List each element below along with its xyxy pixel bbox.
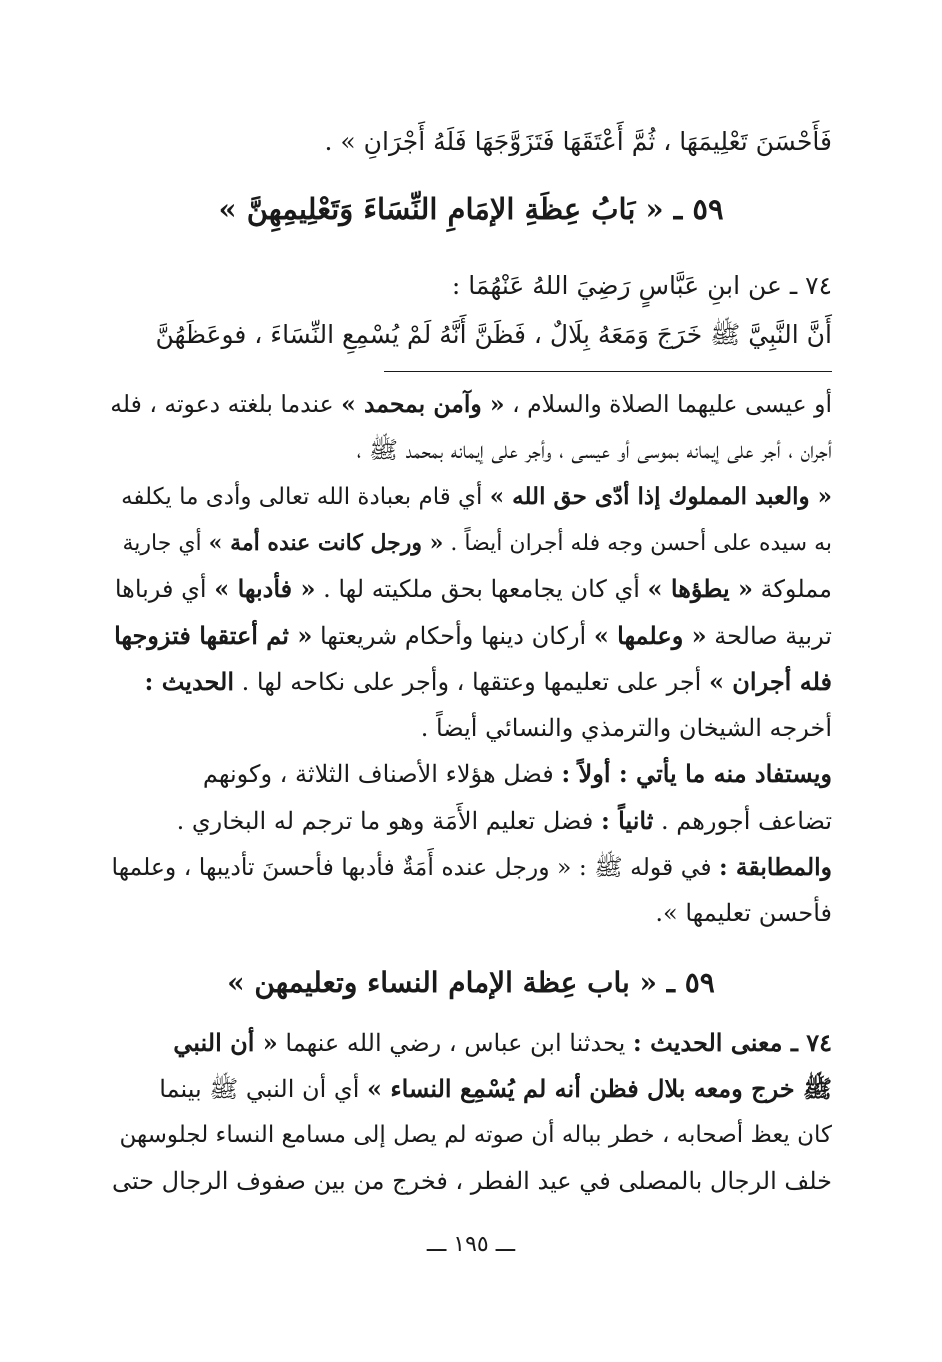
commentary-line: [110, 384, 832, 424]
commentary-line: [110, 569, 832, 609]
chapter-heading: ٥٩ ـ « بَابُ عِظَةِ الإمَامِ النِّسَاءَ وَتَعْلِيمِهِنَّ »: [218, 192, 724, 226]
bold-quote-segment: ٧٤ ـ معنى الحديث :: [632, 1028, 832, 1057]
narration-intro: ٧٤ ـ عن ابنِ عَبَّاسٍ رَضِيَ اللهُ عَنْهُمَا :: [451, 271, 832, 300]
commentary-line: [110, 430, 832, 470]
commentary-line: [110, 1069, 832, 1109]
text-segment: أجران ، أجر على إيمانه بموسى أو عيسى ، وأجر على إيمانه بمحمد ﷺ ،: [356, 436, 832, 465]
text-segment: كان يعظ أصحابه ، خطر بباله أن صوته لم يصل إلى مسامع النساء لجلوسهن: [119, 1122, 832, 1148]
bold-quote-segment: « ثم أعتقها فتزوجها: [114, 620, 313, 650]
bold-quote-segment: الحديث :: [144, 666, 235, 696]
bold-quote-segment: فله أجران »: [708, 666, 832, 696]
commentary-line: [110, 708, 832, 748]
bold-quote-segment: « ورجل كانت عنده أمة »: [208, 529, 444, 556]
commentary-line: [110, 754, 832, 794]
bold-quote-segment: ثانياً :: [600, 805, 654, 835]
text-segment: أي جارية: [122, 530, 209, 556]
text-segment: أي كان يجامعها بحق ملكيته لها .: [315, 575, 648, 604]
text-segment: أي أن النبي ﷺ بينما: [159, 1075, 367, 1103]
commentary-line: [110, 893, 832, 933]
commentary-line: [110, 1115, 832, 1155]
bold-quote-segment: « وعلمها »: [593, 620, 707, 650]
text-segment: يحدثنا ابن عباس ، رضي الله عنهما: [277, 1029, 633, 1057]
text-segment: فضل هؤلاء الأصناف الثلاثة ، وكونهم: [202, 760, 562, 789]
separator-rule: [384, 371, 832, 372]
text-segment: عندما بلغته دعوته ، فله: [110, 390, 342, 418]
text-segment: أو عيسى عليهما الصلاة والسلام ،: [504, 390, 832, 418]
commentary-line: [110, 801, 832, 841]
text-segment: أي قام بعبادة الله تعالى وأدى ما يكلفه: [121, 483, 490, 510]
text-segment: تربية صالحة: [706, 621, 832, 650]
text-segment: أي فرباها: [114, 575, 215, 604]
text-segment: أخرجه الشيخان والترمذي والنسائي أيضاً .: [420, 714, 832, 743]
commentary-line: [110, 477, 832, 517]
text-segment: مملوكة: [753, 575, 832, 604]
bold-quote-segment: « وآمن بمحمد »: [341, 390, 505, 418]
bold-quote-segment: « يطؤها »: [647, 574, 753, 604]
text-segment: تضاعف أجورهم .: [653, 806, 832, 835]
text-segment: في قوله ﷺ : « ورجل عنده أَمَةٌ فأدبها فأحسنَ تأديبها ، وعلمها: [111, 853, 720, 881]
text-segment: فأحسن تعليمها ».: [655, 899, 832, 928]
bold-quote-segment: « أن النبي: [173, 1028, 278, 1057]
commentary-line: [110, 523, 832, 564]
bold-quote-segment: ويستفاد منه ما يأتي : أولاً :: [561, 759, 832, 789]
commentary-line: [110, 662, 832, 702]
commentary-line: [110, 1023, 832, 1063]
chapter-heading-2: ٥٩ ـ « باب عِظة الإمام النساء وتعليمهن »: [227, 966, 715, 999]
bold-quote-segment: ﷺ خرج ومعه بلال فظن أنه لم يُسْمِع النساء »: [367, 1074, 832, 1103]
text-segment: به سيده على أحسن وجه فله أجران أيضاً .: [443, 530, 832, 556]
text-segment: خلف الرجال بالمصلى في عيد الفطر ، فخرج من بين صفوف الرجال حتى: [111, 1167, 832, 1195]
page-number: ـــ ١٩٥ ـــ: [426, 1232, 516, 1257]
text-segment: أركان دينها وأحكام شريعتها: [312, 621, 594, 650]
commentary-line: [110, 847, 832, 887]
commentary-line: [110, 1161, 832, 1201]
text-segment: أجر على تعليمها وعتقها ، وأجر على نكاحه لها .: [234, 667, 709, 696]
bold-quote-segment: والمطابقة :: [719, 853, 832, 881]
hadith-continuation: فَأَحْسَنَ تَعْلِيمَهَا ، ثُمَّ أَعْتَقَهَا فَتَزَوَّجَهَا فَلَهُ أَجْرَانِ » .: [324, 127, 832, 156]
text-segment: فضل تعليم الأَمَة وهو ما ترجم له البخاري .: [176, 806, 601, 835]
commentary-line: [110, 616, 832, 656]
narration-text: أَنَّ النَّبِيَّ ﷺ خَرَجَ وَمَعَهُ بِلَالٌ ، فَظَنَّ أَنَّهُ لَمْ يُسْمِعِ النِّسَاءَ ، فوعَظَهُنَّ: [155, 320, 832, 349]
bold-quote-segment: « والعبد المملوك إذا أدّى حق الله »: [489, 482, 832, 510]
bold-quote-segment: « فأدبها »: [214, 574, 316, 604]
